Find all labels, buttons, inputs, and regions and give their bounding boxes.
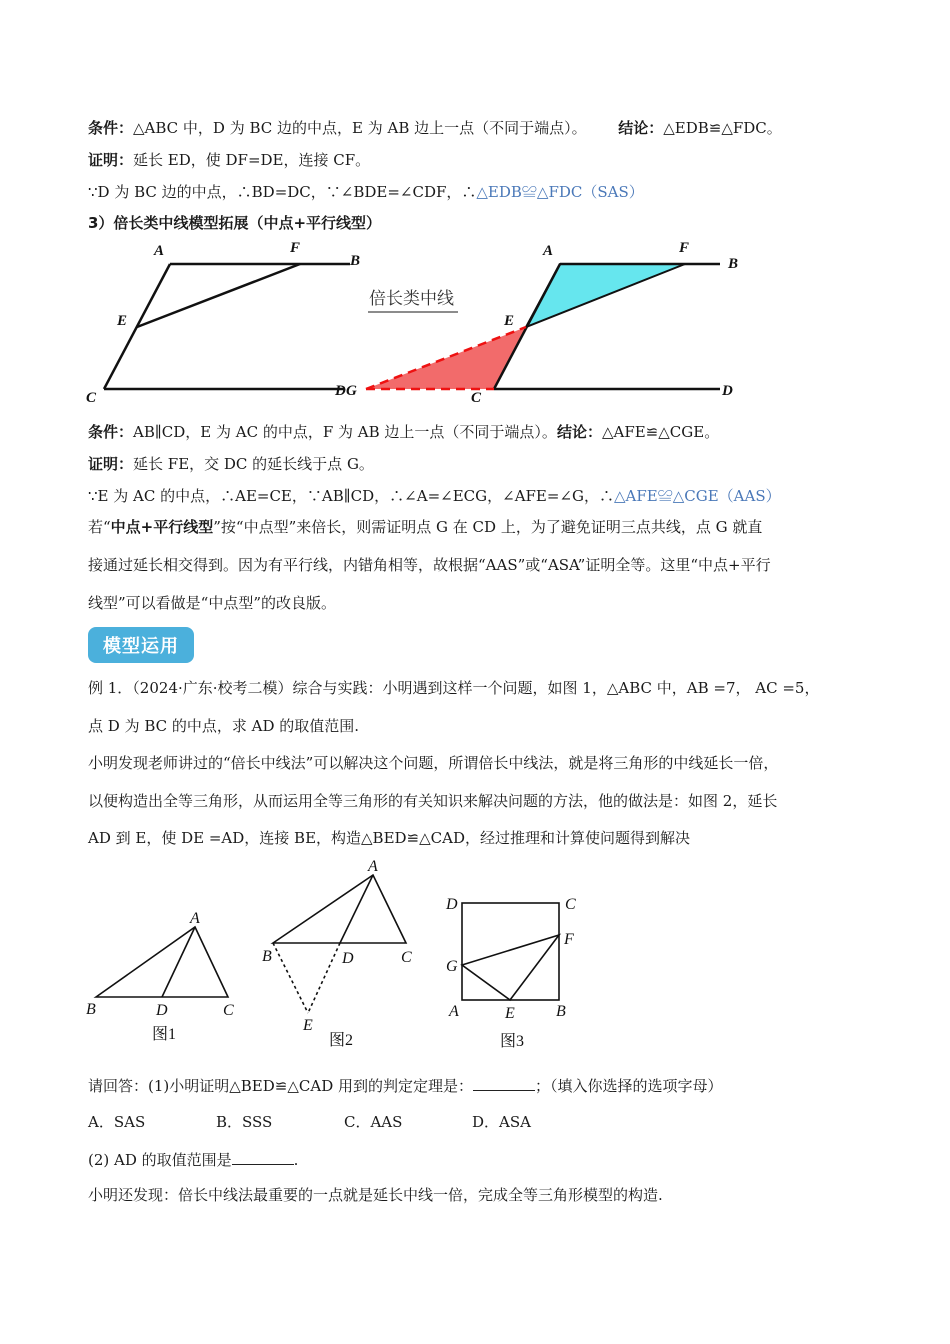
question-1-hint: ；（填入你选择的选项字母）	[535, 1077, 723, 1095]
because-result: △EDB≌△FDC（SAS）	[476, 183, 644, 201]
parallel-midpoint-figure	[80, 238, 760, 410]
example-line-3: 小明发现老师讲过的“倍长中线法”可以解决这个问题，所谓倍长中线法，就是将三角形的中线延长一倍，	[88, 754, 779, 772]
para1-a: 若“	[88, 518, 111, 536]
conclusion-text-2: △AFE≌△CGE。	[601, 423, 720, 441]
para1-b: ”按“中点型”来倍长，则需证明点 G 在 CD 上，为了避免证明三点共线，点 G 就直	[213, 518, 763, 536]
proof-text-2: 延长 FE，交 DC 的延长线于点 G。	[133, 455, 374, 473]
because-text-2: ∵E 为 AC 的中点，∴AE=CE，∵AB∥CD，∴∠A=∠ECG，∠AFE=∠G，∴	[88, 487, 614, 505]
label-c: C	[86, 390, 97, 406]
fig1-label-d: D	[156, 1002, 168, 1019]
label-f: F	[290, 240, 301, 256]
fig3-label-f: F	[564, 931, 574, 948]
section-heading: 3）倍长类中线模型拓展（中点+平行线型）	[88, 214, 382, 232]
option-d[interactable]: D．ASA	[472, 1113, 531, 1131]
fig1-label-c: C	[223, 1002, 234, 1019]
answer-blank-1[interactable]	[473, 1076, 535, 1091]
label-a-right: A	[543, 243, 554, 259]
question-2-end: .	[293, 1151, 299, 1169]
triangle-gfe-fig3	[462, 935, 559, 1000]
example-line-5: AD 到 E，使 DE =AD，连接 BE，构造△BED≌△CAD，经过推理和计算使问题得到解决	[88, 829, 691, 847]
fig1-caption: 图1	[152, 1026, 177, 1043]
proof-text: 延长 ED，使 DF=DE，连接 CF。	[133, 151, 371, 169]
model-application-badge: 模型运用	[88, 627, 194, 663]
condition-label-2: 条件：	[88, 423, 134, 441]
proof-line-1	[88, 150, 370, 170]
fig2-label-a: A	[368, 858, 378, 875]
because-line-2	[88, 486, 781, 506]
because-line-1	[88, 182, 644, 202]
fig2-label-e: E	[303, 1017, 313, 1034]
condition-line-1	[88, 118, 782, 138]
fig3-label-b: B	[556, 1003, 566, 1020]
label-f-right: F	[679, 240, 690, 256]
condition-label: 条件：	[88, 119, 134, 137]
label-g: G	[346, 383, 357, 399]
proof-label: 证明：	[88, 151, 134, 169]
example-figures	[80, 855, 600, 1055]
proof-line-2	[88, 454, 374, 474]
triangle-abc-fig1	[96, 927, 228, 997]
options-row	[88, 1112, 600, 1132]
option-a[interactable]: A．SAS	[88, 1113, 146, 1131]
fig2-label-c: C	[401, 949, 412, 966]
fig3-label-g: G	[446, 958, 458, 975]
fig2-label-d: D	[342, 950, 354, 967]
fig3-label-e: E	[505, 1005, 515, 1022]
proof-label-2: 证明：	[88, 455, 134, 473]
condition-text-2: AB∥CD，E 为 AC 的中点，F 为 AB 边上一点（不同于端点）。	[133, 423, 557, 441]
line-ef	[137, 264, 300, 327]
option-c[interactable]: C．AAS	[344, 1113, 403, 1131]
fig3-label-d: D	[446, 896, 458, 913]
segment-be-fig2	[273, 943, 308, 1013]
triangle-cge	[366, 327, 526, 389]
paragraph-line-3: 线型”可以看做是“中点型”的改良版。	[88, 594, 337, 612]
fig1-label-b: B	[86, 1001, 96, 1018]
median-ad-fig1	[162, 927, 195, 997]
figure-2	[273, 875, 406, 943]
label-c-right: C	[471, 390, 482, 406]
paragraph-line-1	[88, 517, 762, 537]
extension-de-fig2	[308, 943, 340, 1013]
label-b: B	[350, 253, 361, 269]
label-d-right: D	[722, 383, 733, 399]
example-line-2: 点 D 为 BC 的中点，求 AD 的取值范围.	[88, 717, 360, 735]
fig3-label-a: A	[449, 1003, 459, 1020]
figure-3	[462, 903, 559, 1000]
question-1	[88, 1076, 723, 1096]
question-2-text: (2) AD 的取值范围是	[88, 1151, 232, 1169]
fig3-label-c: C	[565, 896, 576, 913]
question-1-text: 请回答：(1)小明证明△BED≌△CAD 用到的判定定理是：	[88, 1077, 473, 1095]
fig3-caption: 图3	[500, 1033, 525, 1050]
label-a: A	[154, 243, 165, 259]
figure-1	[96, 927, 228, 997]
label-e: E	[117, 313, 128, 329]
conclusion-label-2: 结论：	[556, 423, 602, 441]
conclusion-text: △EDB≌△FDC。	[663, 119, 782, 137]
triangle-abc-fig2	[273, 875, 406, 943]
conclusion-label: 结论：	[618, 119, 664, 137]
fig1-label-a: A	[190, 910, 200, 927]
fig2-label-b: B	[262, 948, 272, 965]
closing-line: 小明还发现：倍长中线法最重要的一点就是延长中线一倍，完成全等三角形模型的构造.	[88, 1186, 663, 1204]
label-e-right: E	[504, 313, 515, 329]
condition-text: △ABC 中，D 为 BC 边的中点，E 为 AB 边上一点（不同于端点）。	[133, 119, 587, 137]
example-line-1: 例 1．（2024·广东·校考二模）综合与实践：小明遇到这样一个问题，如图 1，△ABC 中，AB =7， AC =5，	[88, 679, 820, 697]
square-abcd-fig3	[462, 903, 559, 1000]
triangle-afe	[526, 264, 685, 327]
because-result-2: △AFE≌△CGE（AAS）	[614, 487, 781, 505]
left-figure	[104, 264, 350, 389]
example-line-4: 以便构造出全等三角形，从而运用全等三角形的有关知识来解决问题的方法，他的做法是：如图 2，延长	[88, 792, 778, 810]
option-b[interactable]: B．SSS	[216, 1113, 273, 1131]
label-d: D	[335, 383, 346, 399]
fig2-caption: 图2	[329, 1032, 354, 1049]
condition-line-2	[88, 422, 719, 442]
because-text: ∵D 为 BC 边的中点，∴BD=DC，∵∠BDE=∠CDF，∴	[88, 183, 477, 201]
para1-bold: 中点+平行线型	[110, 518, 214, 536]
figure-caption: 倍长类中线	[369, 289, 454, 308]
label-b-right: B	[728, 256, 739, 272]
paragraph-line-2: 接通过延长相交得到。因为有平行线，内错角相等，故根据“AAS”或“ASA”证明全等。这里“中点+平行	[88, 556, 771, 574]
question-2	[88, 1150, 298, 1170]
median-ad-fig2	[340, 875, 373, 943]
answer-blank-2[interactable]	[232, 1150, 294, 1165]
